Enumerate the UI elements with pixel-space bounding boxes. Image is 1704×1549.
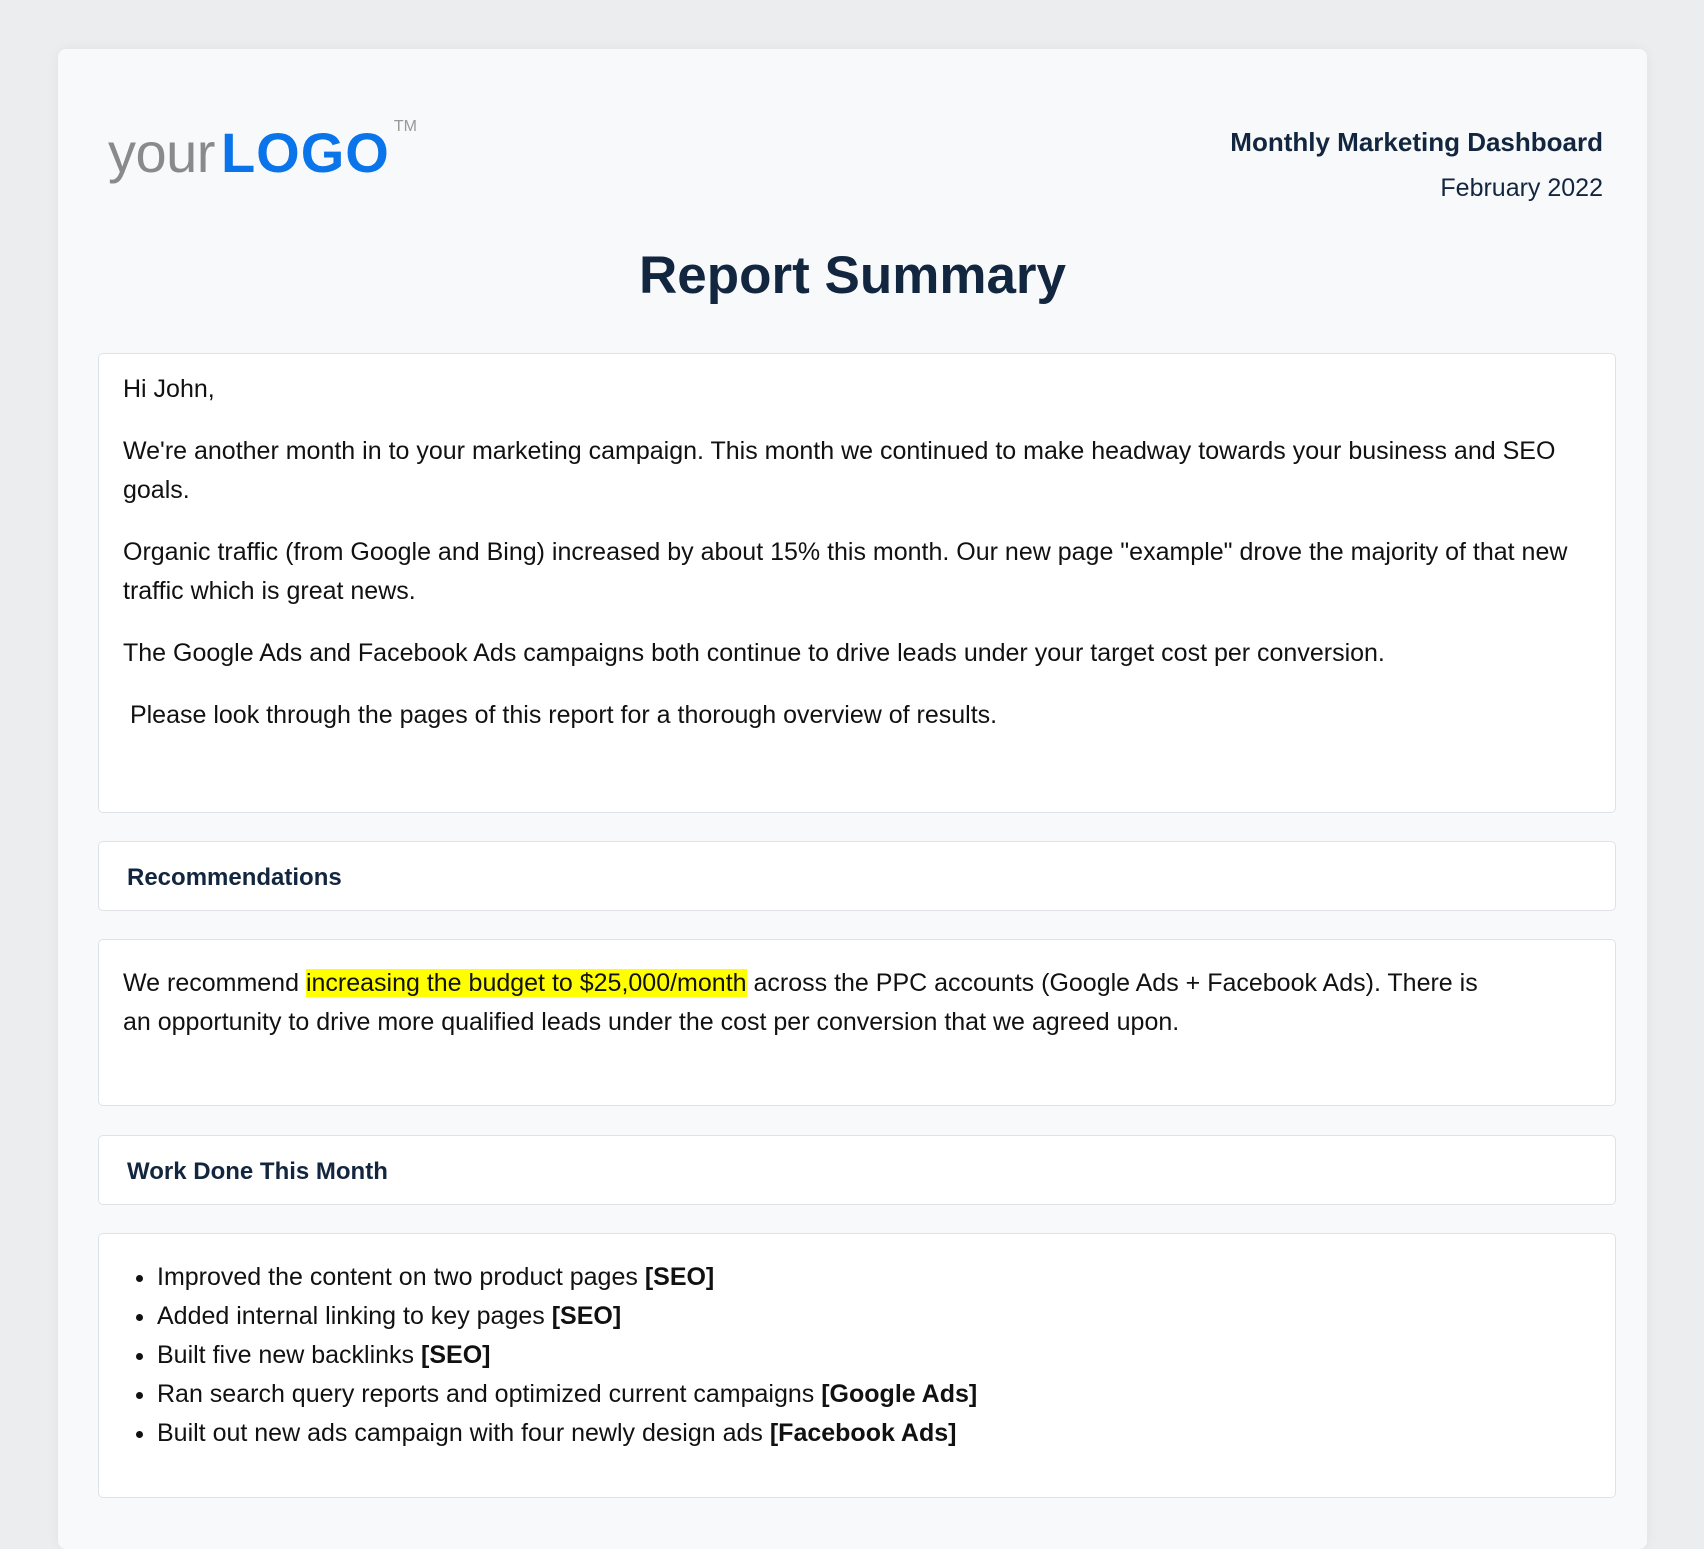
greeting: Hi John,	[123, 375, 215, 403]
recommendations-box	[98, 939, 1616, 1106]
work-list	[99, 1258, 1615, 1453]
summary-paragraph: Please look through the pages of this report for a thorough overview of results.	[123, 701, 998, 729]
work-header	[98, 1135, 1616, 1205]
summary-box	[98, 353, 1616, 813]
logo-trademark: TM	[393, 118, 417, 135]
logo-text: LOGO	[220, 121, 390, 184]
item-text: Improved the content on two product pages	[157, 1263, 645, 1291]
recommendation-highlight: increasing the budget to $25,000/month	[305, 969, 747, 997]
company-logo	[108, 118, 417, 184]
list-item	[157, 1258, 1615, 1297]
summary-paragraph: Organic traffic (from Google and Bing) increased by about 15% this month. Our new page "example" drove the majority of that new traffic which is great news.	[123, 538, 1568, 605]
dashboard-title: Monthly Marketing Dashboard	[1230, 127, 1603, 157]
recommendations-header	[98, 841, 1616, 911]
recommendation-after: across the PPC accounts (Google Ads + Facebook Ads). There is an opportunity to drive more qualified leads under the cost per conversion that we agreed upon.	[123, 969, 1478, 1036]
recommendation-text	[123, 964, 1591, 1042]
report-header	[1230, 127, 1603, 203]
item-tag: [SEO]	[551, 1302, 622, 1330]
item-tag: [Facebook Ads]	[769, 1419, 957, 1447]
logo-your: your	[108, 121, 215, 184]
summary-paragraph: We're another month in to your marketing campaign. This month we continued to make headway towards your business and SEO goals.	[123, 437, 1556, 504]
summary-paragraph: The Google Ads and Facebook Ads campaigns both continue to drive leads under your target cost per conversion.	[123, 639, 1385, 667]
item-text: Built out new ads campaign with four newly design ads	[157, 1419, 770, 1447]
item-text: Built five new backlinks	[157, 1341, 422, 1369]
page-title: Report Summary	[638, 246, 1067, 305]
report-page	[58, 49, 1647, 1549]
list-item	[157, 1375, 1615, 1414]
item-tag: [SEO]	[421, 1341, 491, 1369]
list-item	[157, 1414, 1615, 1453]
recommendation-before: We recommend	[123, 969, 306, 997]
report-date: February 2022	[1440, 174, 1603, 202]
item-tag: [SEO]	[644, 1263, 715, 1291]
list-item	[157, 1297, 1615, 1336]
item-tag: [Google Ads]	[821, 1380, 978, 1408]
item-text: Ran search query reports and optimized current campaigns	[157, 1380, 822, 1408]
item-text: Added internal linking to key pages	[157, 1302, 552, 1330]
work-box	[98, 1233, 1616, 1498]
section-heading: Recommendations	[127, 864, 342, 891]
section-heading: Work Done This Month	[127, 1158, 388, 1185]
list-item	[157, 1336, 1615, 1375]
